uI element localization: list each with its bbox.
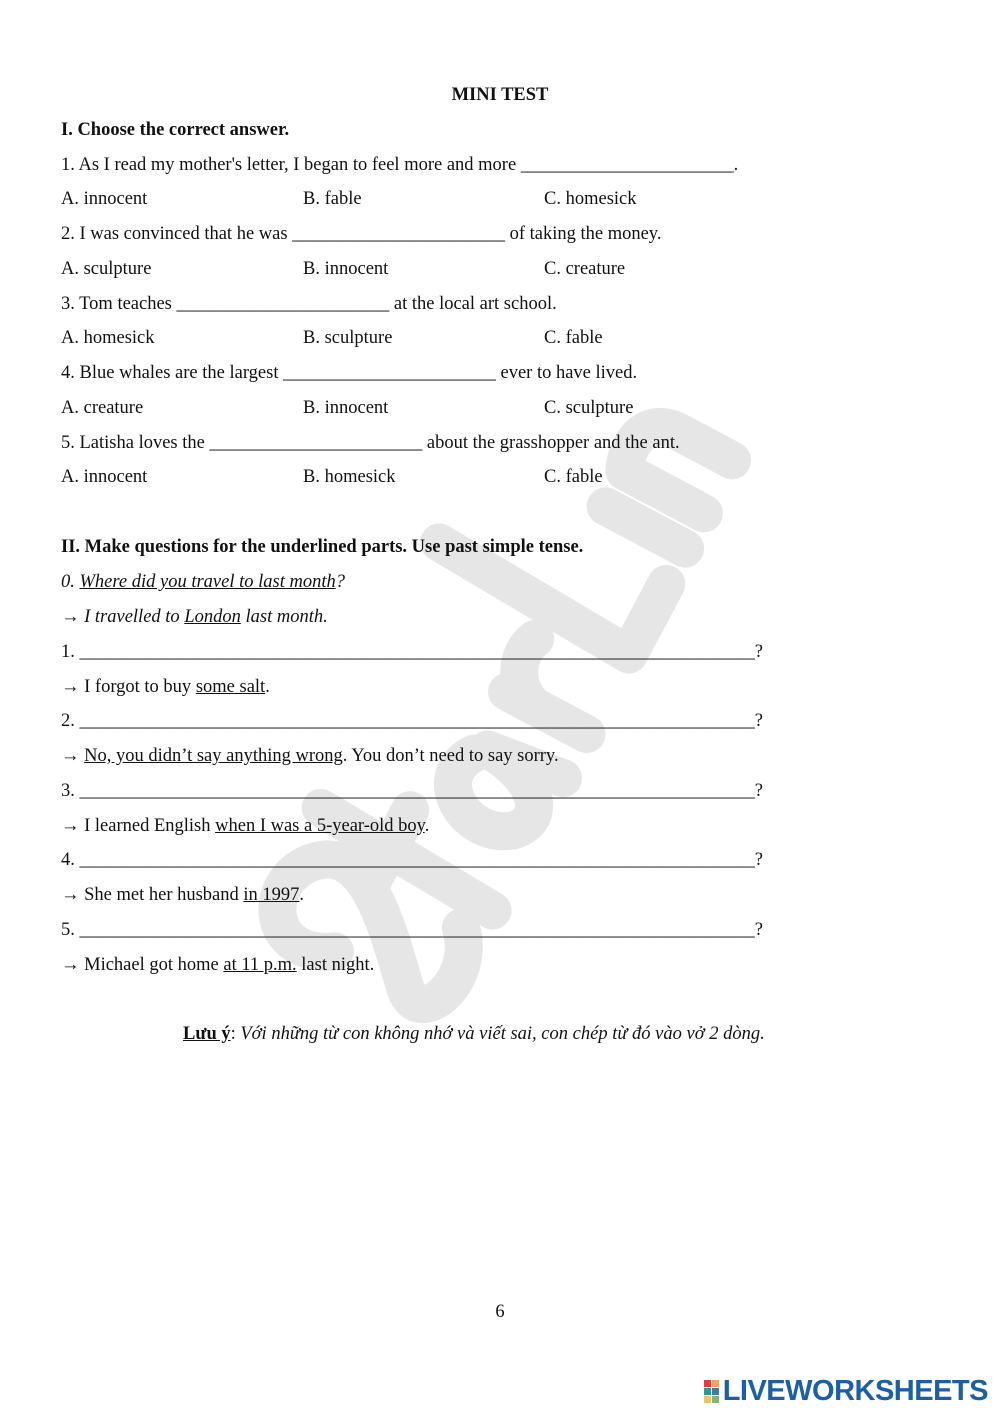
answer-text: → bbox=[61, 746, 85, 766]
logo-square bbox=[704, 1388, 711, 1395]
item-number: 4. bbox=[61, 850, 80, 870]
answer-blank[interactable]: _______________________ bbox=[292, 224, 505, 244]
answer-line-1 bbox=[61, 676, 270, 698]
example-question bbox=[61, 571, 345, 593]
answer-text-end: . bbox=[265, 677, 270, 697]
logo-text: LIVEWORKSHEETS bbox=[722, 1374, 988, 1407]
item-number: 1. bbox=[61, 642, 80, 662]
question-mark: ? bbox=[754, 781, 763, 801]
question-text: 3. Tom teaches bbox=[61, 294, 177, 314]
answer-text-end: last night. bbox=[296, 955, 375, 975]
question-text-end: about the grasshopper and the ant. bbox=[422, 433, 680, 453]
option-a[interactable]: A. innocent bbox=[61, 189, 148, 209]
option-c[interactable]: C. homesick bbox=[544, 189, 637, 209]
logo-square bbox=[712, 1396, 719, 1403]
answer-text: → She met her husband bbox=[61, 885, 244, 905]
answer-text-end: . bbox=[299, 885, 305, 905]
item-number: 3. bbox=[61, 781, 80, 801]
answer-blank[interactable]: _______________________ bbox=[176, 294, 390, 314]
option-a[interactable]: A. innocent bbox=[61, 467, 148, 487]
question-line-4 bbox=[61, 849, 763, 871]
option-a[interactable]: A. creature bbox=[61, 398, 144, 418]
option-c[interactable]: C. fable bbox=[544, 467, 603, 487]
example-answer-underlined: London bbox=[184, 607, 241, 627]
logo-square bbox=[704, 1380, 711, 1387]
answer-underlined: when I was a 5-year-old boy bbox=[215, 816, 425, 836]
page-title: MINI TEST bbox=[451, 85, 549, 105]
note-colon: : bbox=[230, 1024, 241, 1044]
question-mark: ? bbox=[754, 850, 763, 870]
question-blank[interactable]: _________________________________________________________________________ bbox=[79, 781, 755, 801]
example-question-mark: ? bbox=[335, 572, 345, 592]
answer-underlined: No, you didn’t say anything wrong bbox=[84, 746, 343, 766]
note-text: Với những từ con không nhớ và viết sai, con chép từ đó vào vở 2 dòng. bbox=[240, 1024, 765, 1044]
mc-question-5 bbox=[61, 432, 680, 454]
question-line-2 bbox=[61, 710, 763, 732]
question-text-end: ever to have lived. bbox=[495, 363, 638, 383]
page-number: 6 bbox=[495, 1302, 505, 1322]
item-number: 2. bbox=[61, 711, 80, 731]
mc-question-3 bbox=[61, 293, 557, 315]
option-b[interactable]: B. innocent bbox=[303, 398, 389, 418]
answer-blank[interactable]: _______________________ bbox=[209, 433, 423, 453]
example-answer-text-end: last month. bbox=[240, 607, 328, 627]
answer-text-end: . You don’t need to say sorry. bbox=[342, 746, 559, 766]
answer-text: → I learned English bbox=[61, 816, 216, 836]
question-text: 1. As I read my mother's letter, I began to feel more and more bbox=[61, 155, 521, 175]
question-text: 2. I was convinced that he was bbox=[61, 224, 293, 244]
answer-text: → I forgot to buy bbox=[61, 677, 196, 697]
logo-square bbox=[704, 1396, 711, 1403]
option-b[interactable]: B. homesick bbox=[303, 467, 396, 487]
question-text: 4. Blue whales are the largest bbox=[61, 363, 284, 383]
option-b[interactable]: B. fable bbox=[303, 189, 362, 209]
answer-underlined: some salt bbox=[195, 677, 266, 697]
question-mark: ? bbox=[754, 711, 763, 731]
example-answer-text: → I travelled to bbox=[61, 607, 185, 627]
option-a[interactable]: A. sculpture bbox=[61, 259, 152, 279]
answer-line-2 bbox=[61, 745, 559, 767]
example-number: 0. bbox=[61, 572, 80, 592]
option-c[interactable]: C. sculpture bbox=[544, 398, 634, 418]
example-answer bbox=[61, 606, 328, 628]
mc-question-4 bbox=[61, 362, 637, 384]
logo-square bbox=[712, 1380, 719, 1387]
answer-text: → Michael got home bbox=[61, 955, 224, 975]
question-text-end: at the local art school. bbox=[389, 294, 557, 314]
option-c[interactable]: C. fable bbox=[544, 328, 603, 348]
answer-underlined: in 1997 bbox=[243, 885, 300, 905]
note bbox=[183, 1023, 765, 1045]
option-b[interactable]: B. sculpture bbox=[303, 328, 393, 348]
question-blank[interactable]: _________________________________________________________________________ bbox=[79, 850, 755, 870]
example-question-underlined: Where did you travel to last month bbox=[79, 572, 336, 592]
question-line-5 bbox=[61, 919, 763, 941]
logo-square bbox=[712, 1388, 719, 1395]
answer-underlined: at 11 p.m. bbox=[223, 955, 297, 975]
mc-question-1 bbox=[61, 154, 738, 176]
liveworksheets-logo bbox=[704, 1376, 988, 1406]
section2-heading: II. Make questions for the underlined parts. Use past simple tense. bbox=[61, 537, 584, 557]
question-blank[interactable]: _________________________________________________________________________ bbox=[79, 711, 755, 731]
answer-line-3 bbox=[61, 815, 429, 837]
question-blank[interactable]: _________________________________________________________________________ bbox=[79, 920, 755, 940]
answer-line-5 bbox=[61, 954, 374, 976]
answer-blank[interactable]: _______________________ bbox=[283, 363, 496, 383]
question-line-3 bbox=[61, 780, 763, 802]
answer-line-4 bbox=[61, 884, 304, 906]
answer-blank[interactable]: _______________________ bbox=[520, 155, 734, 175]
question-text: 5. Latisha loves the bbox=[61, 433, 210, 453]
option-c[interactable]: C. creature bbox=[544, 259, 626, 279]
question-mark: ? bbox=[754, 920, 763, 940]
option-a[interactable]: A. homesick bbox=[61, 328, 155, 348]
question-text-end: of taking the money. bbox=[504, 224, 662, 244]
section1-heading: I. Choose the correct answer. bbox=[61, 120, 290, 140]
question-text-end: . bbox=[733, 155, 739, 175]
mc-question-2 bbox=[61, 223, 661, 245]
answer-text-end: . bbox=[424, 816, 430, 836]
logo-mark-icon bbox=[704, 1380, 719, 1403]
question-blank[interactable]: _________________________________________________________________________ bbox=[79, 642, 755, 662]
question-mark: ? bbox=[754, 642, 763, 662]
option-b[interactable]: B. innocent bbox=[303, 259, 389, 279]
question-line-1 bbox=[61, 641, 763, 663]
item-number: 5. bbox=[61, 920, 80, 940]
note-label: Lưu ý bbox=[183, 1024, 231, 1044]
